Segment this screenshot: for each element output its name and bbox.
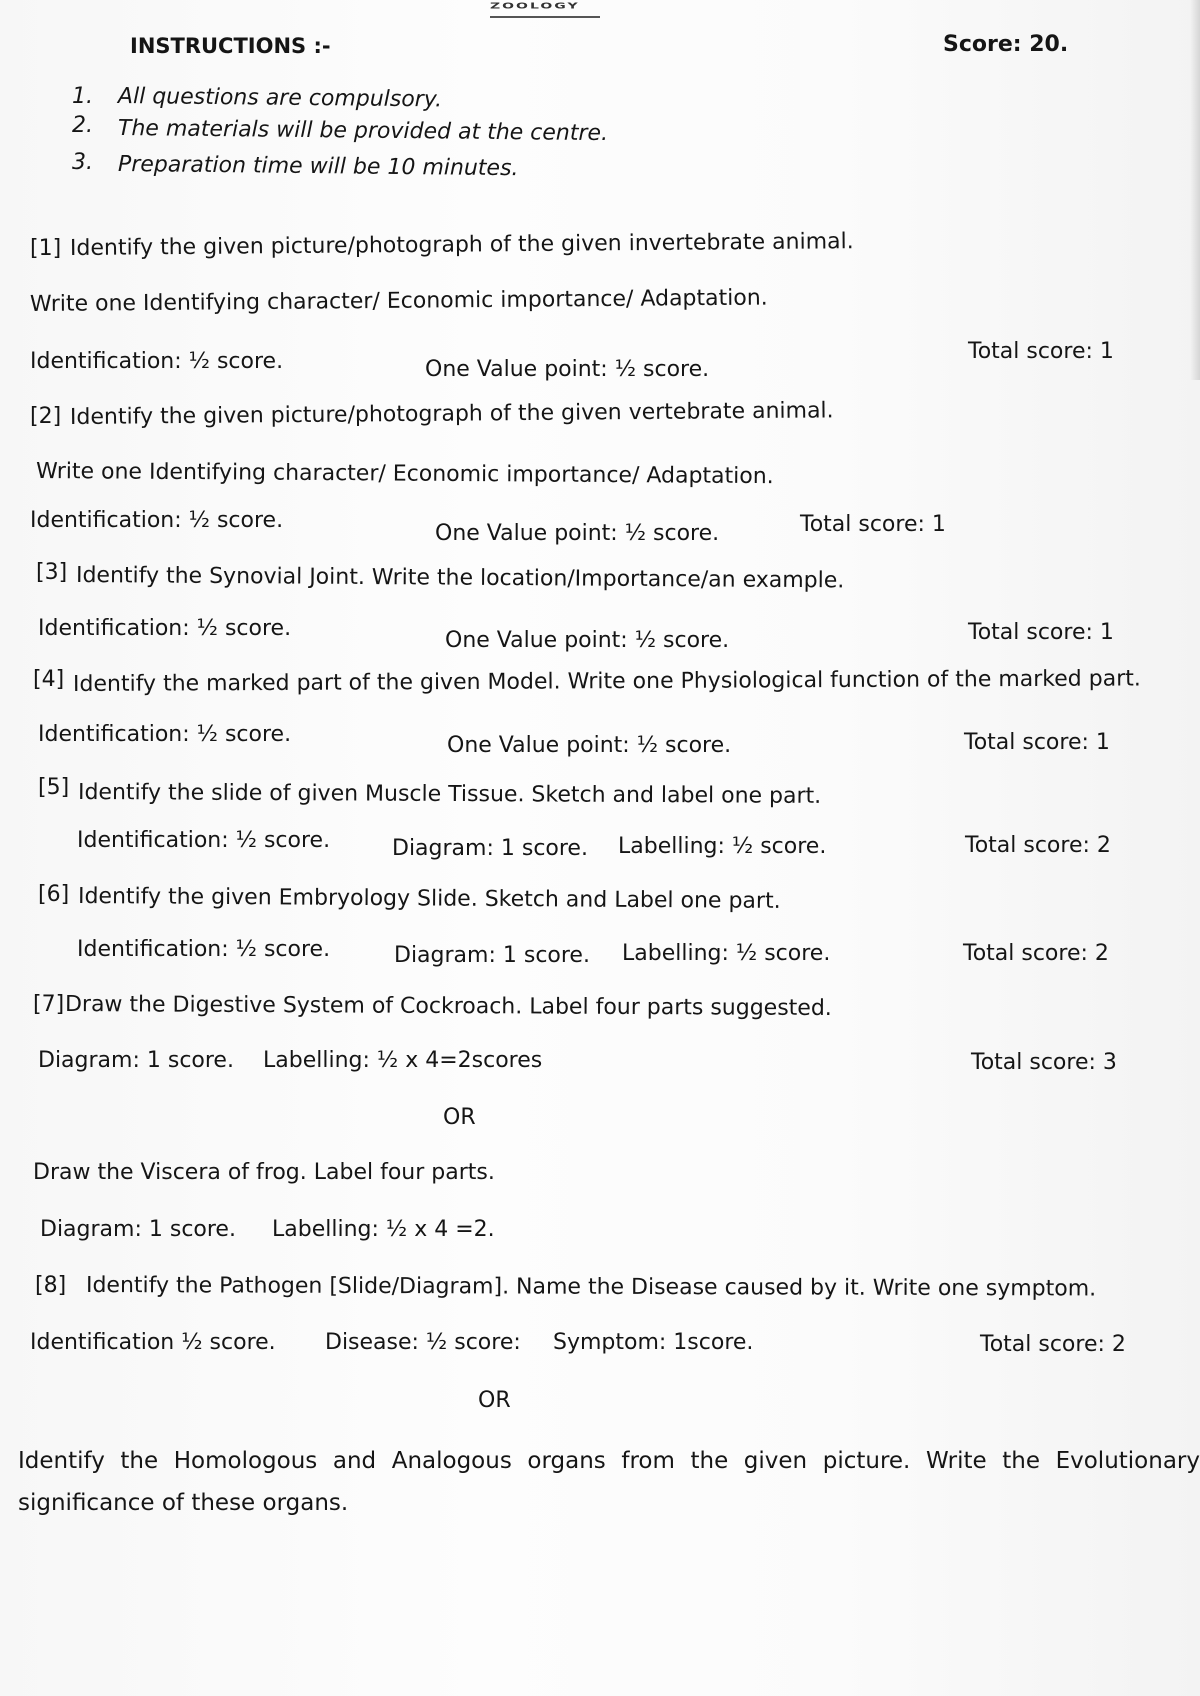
- question-total-score: Total score: 3: [971, 1050, 1117, 1075]
- question-text: Identify the marked part of the given Model. Write one Physiological function of the marked part.: [72, 666, 1141, 697]
- mark-identification: Identification: ½ score.: [38, 616, 292, 641]
- question-subtext: Write one Identifying character/ Economic importance/ Adaptation.: [35, 459, 774, 490]
- page-edge-shadow: [1190, 0, 1200, 380]
- question-number: [2]: [30, 404, 62, 429]
- mark-diagram: Diagram: 1 score.: [40, 1217, 236, 1242]
- mark-symptom: Symptom: 1score.: [553, 1330, 754, 1355]
- question-total-score: Total score: 2: [965, 833, 1111, 858]
- instruction-text: Preparation time will be 10 minutes.: [117, 152, 519, 182]
- question-total-score: Total score: 1: [964, 730, 1110, 755]
- instruction-text: All questions are compulsory.: [117, 84, 443, 113]
- question-number: [1]: [30, 236, 62, 261]
- question-total-score: Total score: 1: [968, 339, 1114, 364]
- instructions-heading: INSTRUCTIONS :-: [130, 34, 331, 58]
- alternative-question-text: Draw the Viscera of frog. Label four parts.: [33, 1160, 495, 1185]
- or-separator: OR: [478, 1388, 511, 1413]
- mark-identification: Identification: ½ score.: [38, 722, 292, 747]
- mark-value-point: One Value point: ½ score.: [445, 628, 730, 653]
- question-text: Identify the Pathogen [Slide/Diagram]. Name the Disease caused by it. Write one symptom.: [85, 1273, 1097, 1302]
- or-separator: OR: [443, 1105, 476, 1130]
- question-total-score: Total score: 1: [968, 620, 1114, 645]
- question-text: Identify the given Embryology Slide. Sketch and Label one part.: [77, 884, 781, 914]
- mark-value-point: One Value point: ½ score.: [435, 521, 720, 546]
- instruction-number: 3.: [72, 150, 93, 175]
- question-number: [8]: [35, 1273, 67, 1298]
- question-total-score: Total score: 2: [980, 1332, 1126, 1357]
- instruction-text: The materials will be provided at the centre.: [117, 116, 609, 147]
- mark-value-point: One Value point: ½ score.: [425, 357, 710, 382]
- total-score-header: Score: 20.: [943, 32, 1069, 57]
- question-number: [7]: [33, 992, 65, 1017]
- question-text: Identify the slide of given Muscle Tissue. Sketch and label one part.: [77, 780, 822, 809]
- question-number: [5]: [38, 775, 70, 800]
- question-number: [3]: [36, 560, 68, 585]
- question-text: Identify the Synovial Joint. Write the location/Importance/an example.: [75, 563, 845, 594]
- mark-value-point: One Value point: ½ score.: [447, 733, 732, 758]
- alternative-question-paragraph: Identify the Homologous and Analogous organs from the given picture. Write the Evolutionary significance of these organs.: [18, 1448, 1200, 1516]
- mark-diagram: Diagram: 1 score.: [394, 943, 590, 968]
- mark-labelling: Labelling: ½ x 4=2scores: [263, 1048, 543, 1073]
- instruction-number: 1.: [72, 84, 93, 109]
- cut-off-title: ZOOLOGY: [490, 2, 580, 11]
- mark-identification: Identification: ½ score.: [77, 828, 331, 853]
- mark-identification: Identification ½ score.: [30, 1330, 276, 1355]
- mark-identification: Identification: ½ score.: [30, 349, 284, 374]
- question-text: Draw the Digestive System of Cockroach. Label four parts suggested.: [64, 992, 832, 1022]
- question-number: [6]: [38, 882, 70, 907]
- question-subtext: Write one Identifying character/ Economic importance/ Adaptation.: [29, 285, 768, 317]
- mark-disease: Disease: ½ score:: [325, 1330, 521, 1355]
- mark-labelling: Labelling: ½ score.: [622, 941, 831, 966]
- question-total-score: Total score: 2: [963, 941, 1109, 966]
- question-number: [4]: [33, 667, 65, 692]
- mark-diagram: Diagram: 1 score.: [392, 836, 588, 861]
- question-total-score: Total score: 1: [800, 512, 946, 537]
- mark-diagram: Diagram: 1 score.: [38, 1048, 234, 1073]
- title-underline: [490, 16, 600, 18]
- mark-labelling: Labelling: ½ x 4 =2.: [272, 1217, 495, 1242]
- question-text: Identify the given picture/photograph of the given invertebrate animal.: [69, 229, 854, 261]
- mark-labelling: Labelling: ½ score.: [618, 834, 827, 859]
- question-text: Identify the given picture/photograph of the given vertebrate animal.: [69, 398, 834, 430]
- mark-identification: Identification: ½ score.: [77, 937, 331, 962]
- mark-identification: Identification: ½ score.: [30, 508, 284, 533]
- instruction-number: 2.: [72, 113, 93, 138]
